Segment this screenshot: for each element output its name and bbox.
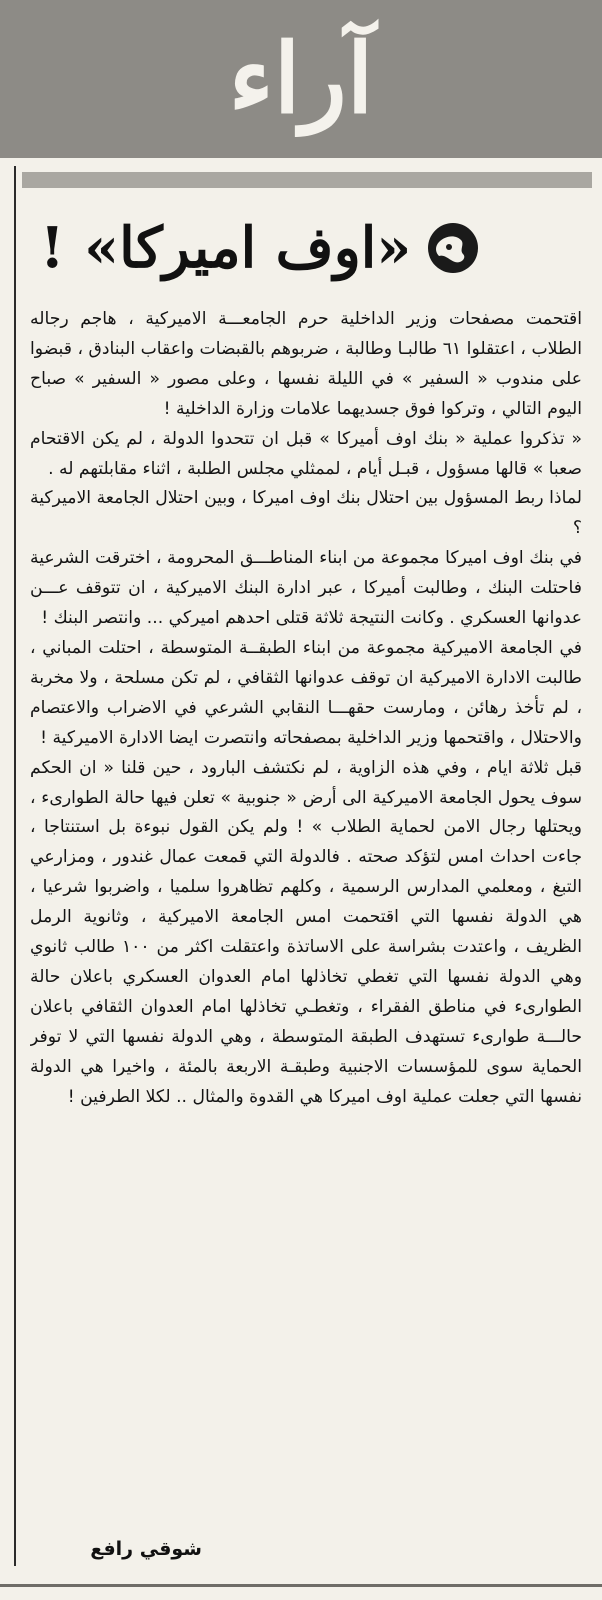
- article-paragraph: اقتحمت مصفحات وزير الداخلية حرم الجامعـــة الاميركية ، هاجم رجاله الطلاب ، اعتقلوا ٦١ طالبـا وطالبة ، ضربوهم بالقبضات واعقاب البنادق ، قبضوا على مندوب « السفير » في الليلة نفسها ، وعلى مصور « السفير » صباح اليوم التالي ، وتركوا فوق جسديهما علامات وزارة الداخلية !: [30, 309, 582, 419]
- article-headline: «اوف اميركا» !: [40, 215, 412, 281]
- article-paragraph: « تذكروا عملية « بنك اوف أميركا » قبل ان تتحدوا الدولة ، لم يكن الاقتحام صعبا » قالها مسؤول ، قبـل أيام ، لممثلي مجلس الطلبة ، اثناء مقابلتهم له .: [30, 428, 582, 479]
- globe-emblem-icon: [425, 220, 481, 276]
- section-header: [0, 0, 602, 158]
- article-paragraph: في الجامعة الاميركية مجموعة من ابناء الطبقــة المتوسطة ، احتلت المباني ، طالبت الادارة الاميركية ان توقف عدوانها الثقافي ، لم تكن مسلحة ، ولا مخربة ، لم تأخذ رهائن ، ومارست حقهـــا النقابي الشرعي في الاضراب والاعتصام والاحتلال ، واقتحمها وزير الداخلية بمصفحاته وانتصرت ايضا الادارة الاميركية !: [30, 637, 582, 748]
- section-title: آراء: [228, 22, 374, 135]
- author-byline: شوقي رافع: [90, 1538, 202, 1560]
- headline-block: [40, 205, 580, 291]
- bottom-rule: [0, 1584, 602, 1587]
- article-body: [30, 305, 582, 1540]
- header-rule: [22, 172, 592, 188]
- article-paragraph: لماذا ربط المسؤول بين احتلال بنك اوف اميركا ، وبين احتلال الجامعة الاميركية ؟: [30, 488, 582, 539]
- article-paragraph: قبل ثلاثة ايام ، وفي هذه الزاوية ، لم نكتشف البارود ، حين قلنا « ان الحكم سوف يحول الجامعة الاميركية الى أرض « جنوبية » تعلن فيها حالة الطوارىء ، ويحتلها رجال الامن لحماية الطلاب » ! ولم يكن القول نبوءة بل استنتاجا ، جاءت احداث امس لتؤكد صحته . فالدولة التي قمعت عمال غندور ، ومزارعي التبغ ، ومعلمي المدارس الرسمية ، وكلهم تظاهروا سلميا ، واضربوا شرعيا ، هي الدولة نفسها التي اقتحمت امس الجامعة الاميركية ، وثانوية الرمل الظريف ، واعتدت بشراسة على الاساتذة واعتقلت اكثر من ١٠٠ طالب ثانوي وهي الدولة نفسها التي تغطي تخاذلها امام العدوان العسكري باعلان حالة الطوارىء في مناطق الفقراء ، وتغطـي تخاذلها امام العدوان الثقافي باعلان حالـــة طوارىء تستهدف الطبقة المتوسطة ، وهي الدولة نفسها التي لا توفر الحماية سوى للمؤسسات الاجنبية وطبقـة الاربعة بالمئة ، واخيرا هي الدولة نفسها التي جعلت عملية اوف اميركا هي القدوة والمثال .. لكلا الطرفين !: [30, 757, 582, 1107]
- article-paragraph: في بنك اوف اميركا مجموعة من ابناء المناطـــق المحرومة ، اخترقت الشرعية فاحتلت البنك ، وطالبت أميركا ، عبر ادارة البنك الاميركية ، ان تتوقف عـــن عدوانها العسكري . وكانت النتيجة ثلاثة قتلى احدهم اميركي ... وانتصر البنك !: [30, 548, 582, 629]
